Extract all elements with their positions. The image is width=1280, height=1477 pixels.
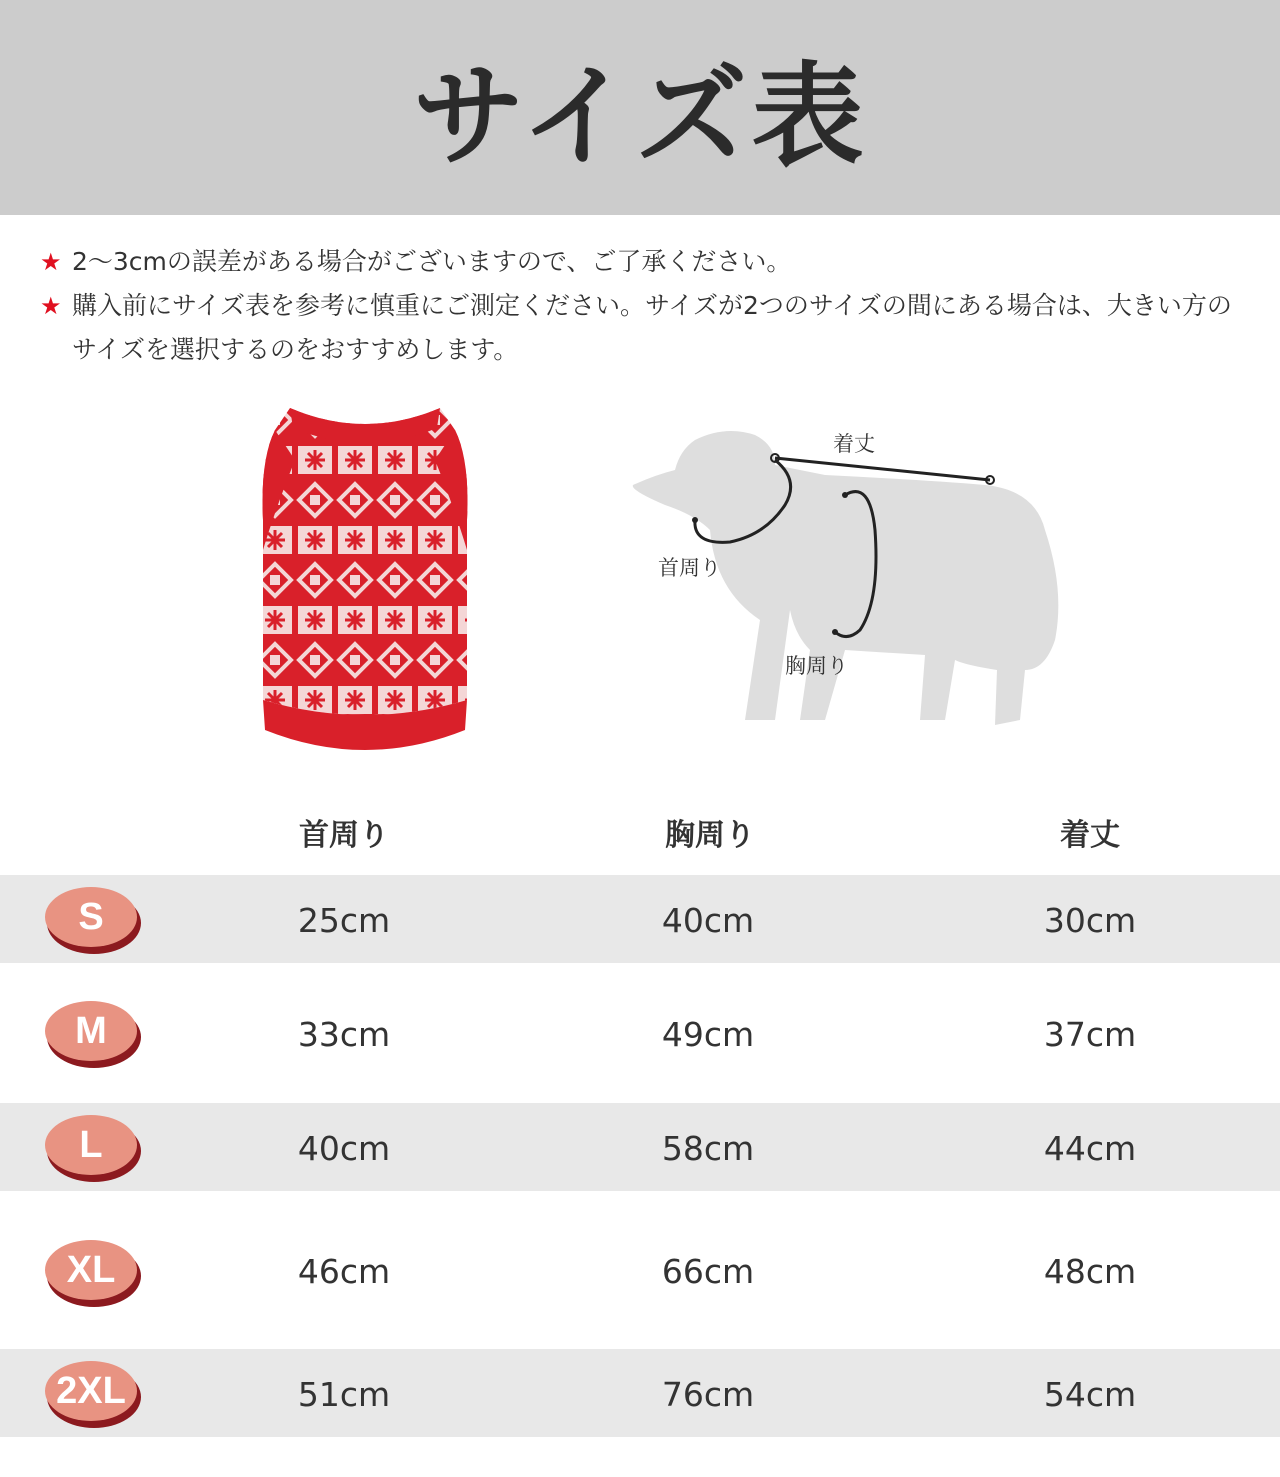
note-text: 2〜3cmの誤差がある場合がございますので、ご了承ください。 <box>72 247 792 276</box>
length-label: 着丈 <box>833 432 875 456</box>
note-text: 購入前にサイズ表を参考に慎重にご測定ください。サイズが2つのサイズの間にある場合は、大きい方のサイズを選択するのをおすすめします。 <box>72 291 1232 364</box>
neck-label: 首周り <box>658 556 721 580</box>
col-header-chest: 胸周り <box>665 818 755 853</box>
star-icon: ★ <box>40 248 62 276</box>
col-header-length: 着丈 <box>1060 818 1120 853</box>
length-value: 44cm <box>1043 1129 1137 1168</box>
chest-label: 胸周り <box>785 654 848 678</box>
length-value: 37cm <box>1043 1015 1137 1054</box>
page-title: サイズ表 <box>412 52 868 182</box>
neck-value: 51cm <box>297 1375 391 1414</box>
notes-list <box>40 240 1240 372</box>
note-item <box>40 240 1240 284</box>
chest-value: 49cm <box>661 1015 755 1054</box>
table-row <box>0 985 1280 1080</box>
length-value: 54cm <box>1043 1375 1137 1414</box>
col-header-neck: 首周り <box>299 818 389 853</box>
neck-value: 40cm <box>297 1129 391 1168</box>
chest-value: 40cm <box>661 901 755 940</box>
table-row <box>0 875 1280 963</box>
size-table-header <box>0 800 1280 860</box>
neck-value: 46cm <box>297 1252 391 1291</box>
length-value: 48cm <box>1043 1252 1137 1291</box>
table-row <box>0 1103 1280 1191</box>
length-value: 30cm <box>1043 901 1137 940</box>
neck-value: 25cm <box>297 901 391 940</box>
size-badge: M <box>45 1001 140 1066</box>
size-badge: S <box>45 887 140 952</box>
star-icon: ★ <box>40 292 62 320</box>
neck-value: 33cm <box>297 1015 391 1054</box>
chest-value: 76cm <box>661 1375 755 1414</box>
table-row <box>0 1210 1280 1335</box>
size-badge: L <box>45 1115 140 1180</box>
chest-value: 66cm <box>661 1252 755 1291</box>
table-row <box>0 1349 1280 1437</box>
chest-value: 58cm <box>661 1129 755 1168</box>
dog-measure-diagram <box>625 420 1085 744</box>
size-badge: 2XL <box>45 1361 140 1426</box>
note-item <box>40 284 1240 372</box>
sweater-image <box>255 400 475 769</box>
page-header <box>0 0 1280 215</box>
size-badge: XL <box>45 1240 140 1305</box>
